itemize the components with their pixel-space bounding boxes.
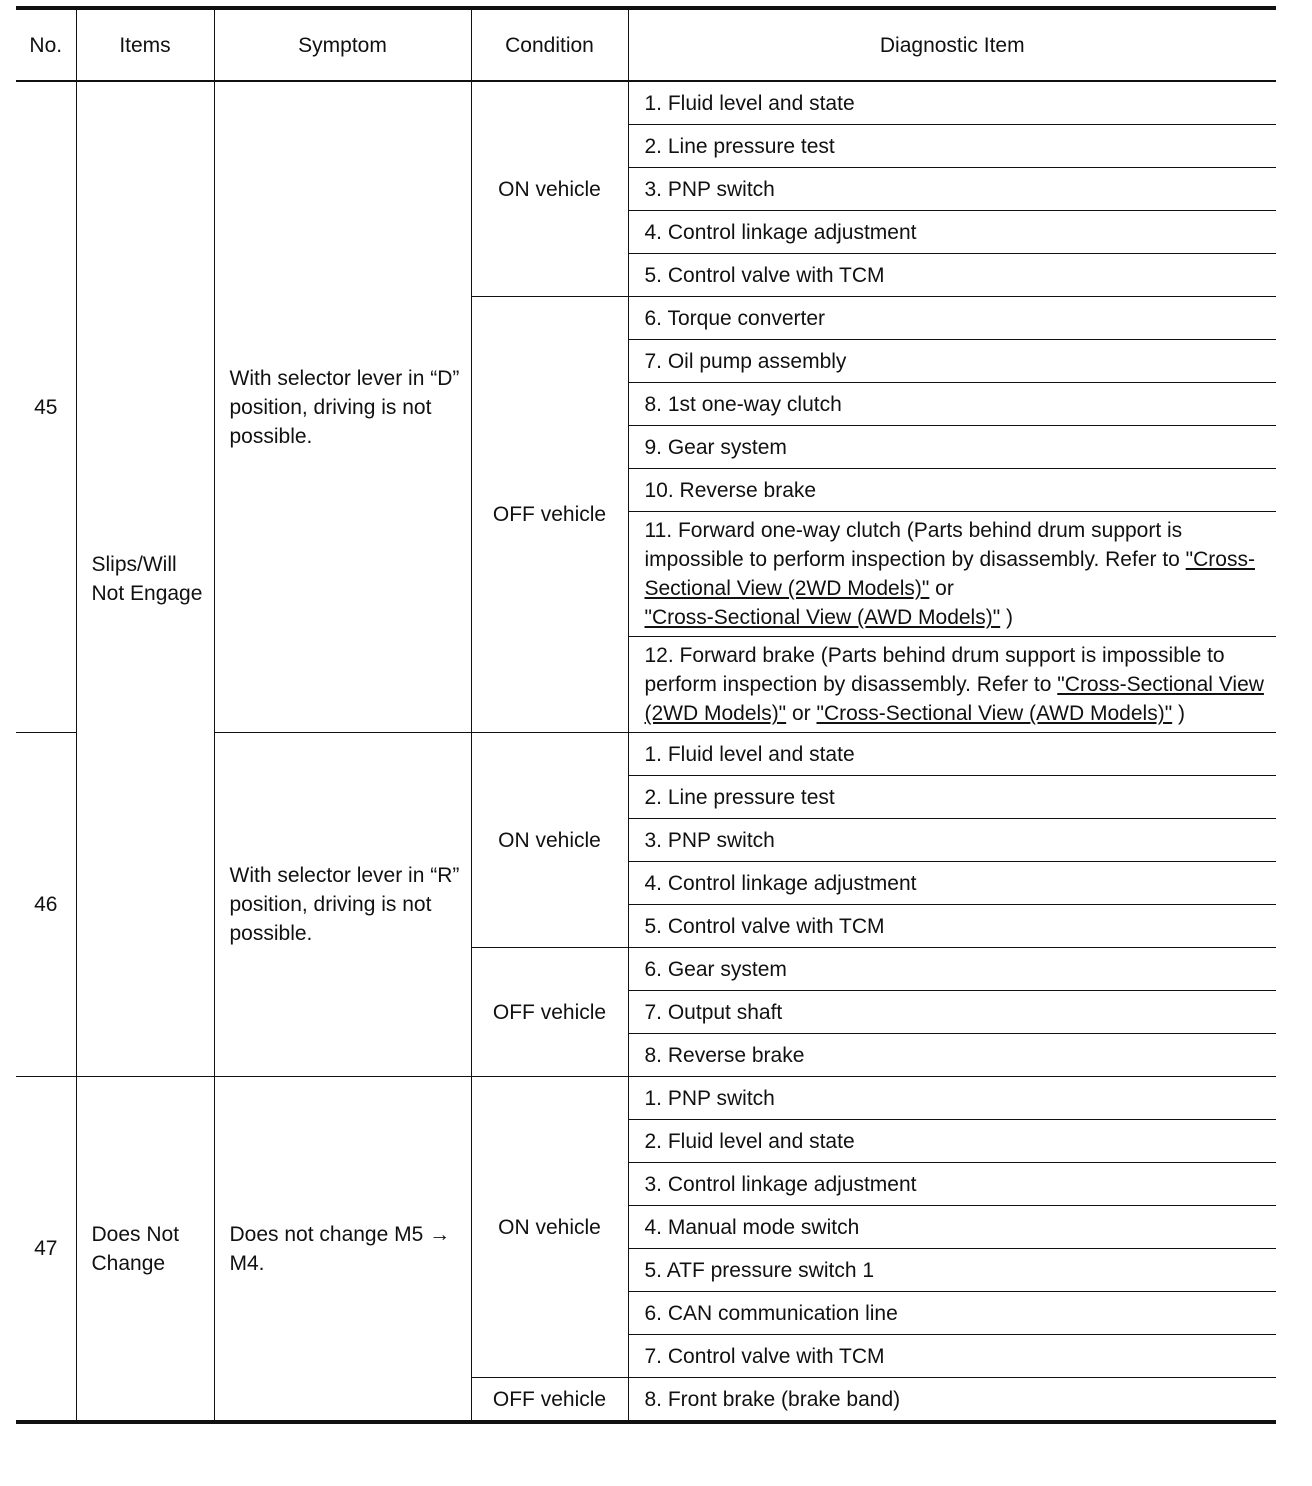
link-cross-section-awd[interactable]: "Cross-Sectional View (AWD Models)" [644,606,1001,629]
diagnostic-item: 3. PNP switch [628,168,1276,211]
diagnostic-item: 1. PNP switch [628,1077,1276,1120]
diagnostic-item: 6. CAN communication line [628,1292,1276,1335]
diagnostic-item: 7. Control valve with TCM [628,1335,1276,1378]
diagnostic-item: 2. Fluid level and state [628,1120,1276,1163]
diagnostic-item: 5. Control valve with TCM [628,254,1276,297]
diagnostic-item: 3. PNP switch [628,819,1276,862]
diagnostic-item: 2. Line pressure test [628,776,1276,819]
diagnostic-item: 6. Torque converter [628,297,1276,340]
diag-text: or [929,577,954,600]
diagnostic-item: 10. Reverse brake [628,469,1276,512]
diagnostic-item-forward-one-way-clutch [628,512,1276,637]
diagnosis-table [16,6,1276,1424]
diag-text: 11. Forward one-way clutch (Parts behind drum support is impossible to perform inspection by disassembly. Refer to [644,519,1186,571]
condition-off-vehicle: OFF vehicle [471,1378,628,1423]
diagnostic-item: 7. Oil pump assembly [628,340,1276,383]
link-cross-section-2wd[interactable]: "Cross-Sectional View (2WD Models)" [644,673,1264,725]
diagnostic-item: 4. Control linkage adjustment [628,862,1276,905]
diagnostic-item: 2. Line pressure test [628,125,1276,168]
diagnostic-item: 6. Gear system [628,948,1276,991]
link-cross-section-awd[interactable]: "Cross-Sectional View (AWD Models)" [816,702,1173,725]
header-diagnostic-item: Diagnostic Item [628,8,1276,81]
diag-text: ) [1000,606,1013,629]
diagnostic-item: 8. Reverse brake [628,1034,1276,1077]
row-number-46: 46 [16,733,76,1077]
table-header-row [16,8,1276,81]
diagnostic-item: 7. Output shaft [628,991,1276,1034]
diag-text: ) [1172,702,1185,725]
diagnostic-item: 5. Control valve with TCM [628,905,1276,948]
condition-off-vehicle: OFF vehicle [471,948,628,1077]
condition-on-vehicle: ON vehicle [471,81,628,297]
diagnostic-item: 9. Gear system [628,426,1276,469]
link-cross-section-2wd[interactable]: "Cross-Sectional View (2WD Models)" [644,548,1255,600]
header-no: No. [16,8,76,81]
condition-on-vehicle: ON vehicle [471,733,628,948]
items-does-not-change: Does Not Change [76,1077,214,1423]
diagnostic-item: 3. Control linkage adjustment [628,1163,1276,1206]
diag-text: or [786,702,817,725]
header-symptom: Symptom [214,8,471,81]
condition-off-vehicle: OFF vehicle [471,297,628,733]
diagnostic-item: 8. Front brake (brake band) [628,1378,1276,1423]
diagnostic-item: 5. ATF pressure switch 1 [628,1249,1276,1292]
table-row [16,81,1276,125]
table-row [16,1077,1276,1120]
condition-on-vehicle: ON vehicle [471,1077,628,1378]
diagnostic-item-forward-brake [628,637,1276,733]
diagnostic-item: 1. Fluid level and state [628,81,1276,125]
header-items: Items [76,8,214,81]
diagnostic-item: 8. 1st one-way clutch [628,383,1276,426]
diagnostic-item: 1. Fluid level and state [628,733,1276,776]
row-number-47: 47 [34,1237,58,1260]
diagnostic-item: 4. Manual mode switch [628,1206,1276,1249]
diag-text: 12. Forward brake (Parts behind drum support is impossible to perform inspection by disassembly. Refer to [644,644,1225,696]
row-number-45: 45 [16,81,76,733]
items-slips-will-not-engage: Slips/Will Not Engage [76,81,214,1077]
symptom-d-position: With selector lever in “D” position, driving is not possible. [214,81,471,733]
diagnostic-item: 4. Control linkage adjustment [628,211,1276,254]
header-condition: Condition [471,8,628,81]
symptom-m5-m4: Does not change M5 → M4. [214,1077,471,1423]
symptom-r-position: With selector lever in “R” position, driving is not possible. [214,733,471,1077]
